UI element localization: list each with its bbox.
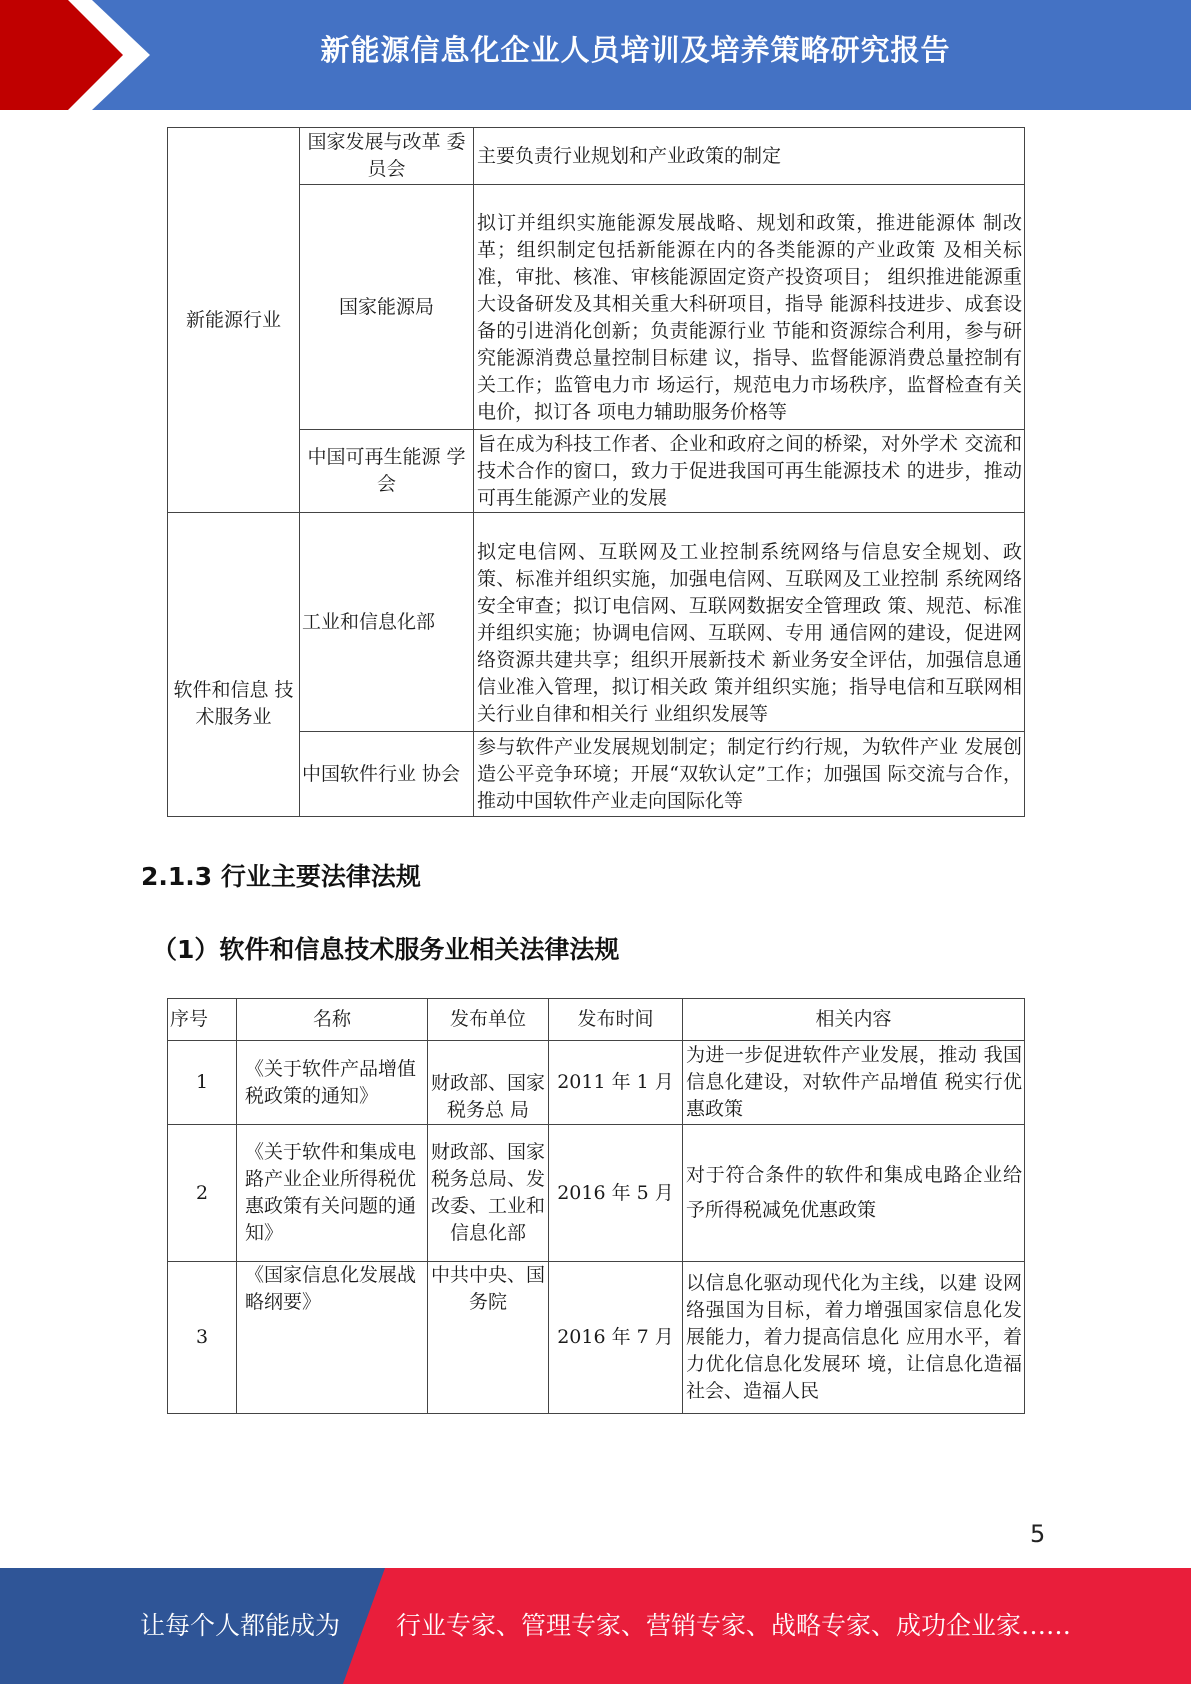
seq-cell: 3 bbox=[168, 1262, 237, 1414]
category-cell: 软件和信息 技术服务业 bbox=[168, 513, 300, 817]
header-title: 新能源信息化企业人员培训及培养策略研究报告 bbox=[320, 33, 951, 67]
regulatory-bodies-table bbox=[167, 127, 1025, 817]
department-cell: 国家能源局 bbox=[300, 185, 474, 430]
footer-slogan-right: 行业专家、管理专家、营销专家、战略专家、成功企业家…… bbox=[396, 1611, 1072, 1640]
category-cell: 新能源行业 bbox=[168, 128, 300, 513]
date-cell: 2016 年 5 月 bbox=[549, 1125, 683, 1262]
column-header-date: 发布时间 bbox=[549, 999, 683, 1041]
publisher-cell: 财政部、国家税务总 局 bbox=[428, 1041, 549, 1125]
department-cell: 国家发展与改革 委员会 bbox=[300, 128, 474, 185]
date-cell: 2011 年 1 月 bbox=[549, 1041, 683, 1125]
table-row bbox=[168, 1125, 1025, 1262]
table-row bbox=[168, 513, 1025, 732]
table-row bbox=[168, 128, 1025, 185]
column-header-name: 名称 bbox=[237, 999, 428, 1041]
table-header-row bbox=[168, 999, 1025, 1041]
description-cell: 旨在成为科技工作者、企业和政府之间的桥梁，对外学术 交流和技术合作的窗口，致力于促进我国可再生能源技术 的进步，推动可再生能源产业的发展 bbox=[474, 430, 1025, 513]
seq-cell: 1 bbox=[168, 1041, 237, 1125]
date-cell: 2016 年 7 月 bbox=[549, 1262, 683, 1414]
description-cell: 主要负责行业规划和产业政策的制定 bbox=[474, 128, 1025, 185]
table-row bbox=[168, 1041, 1025, 1125]
section-heading: 2.1.3 行业主要法律法规 bbox=[141, 862, 421, 891]
department-cell: 中国可再生能源 学会 bbox=[300, 430, 474, 513]
content-cell: 为进一步促进软件产业发展，推动 我国信息化建设，对软件产品增值 税实行优惠政策 bbox=[683, 1041, 1025, 1125]
seq-cell: 2 bbox=[168, 1125, 237, 1262]
department-cell: 工业和信息化部 bbox=[300, 513, 474, 732]
description-cell: 拟定电信网、互联网及工业控制系统网络与信息安全规划、政策、标准并组织实施，加强电信网、互联网及工业控制 系统网络安全审查；拟订电信网、互联网数据安全管理政 策、规范、标准并组织实施；协调电信网、互联网、专用 通信网的建设，促进网络资源共建共享；组织开展新技术 新业务安全评估，加强信息通信业准入管理，拟订相关政 策并组织实施；指导电信和互联网相关行业自律和相关行 业组织发展等 bbox=[474, 513, 1025, 732]
content-cell: 对于符合条件的软件和集成电路企业给予所得税减免优惠政策 bbox=[683, 1125, 1025, 1262]
subsection-heading: （1）软件和信息技术服务业相关法律法规 bbox=[152, 935, 620, 964]
department-cell: 中国软件行业 协会 bbox=[300, 732, 474, 817]
page-footer bbox=[0, 1568, 1191, 1684]
law-name-cell: 《关于软件和集成电路产业企业所得税优惠政策有关问题的通知》 bbox=[237, 1125, 428, 1262]
description-cell: 拟订并组织实施能源发展战略、规划和政策，推进能源体 制改革；组织制定包括新能源在内的各类能源的产业政策 及相关标准，审批、核准、审核能源固定资产投资项目； 组织推进能源重大设备研发及其相关重大科研项目，指导 能源科技进步、成套设备的引进消化创新；负责能源行业 节能和资源综合利用，参与研究能源消费总量控制目标建 议，指导、监督能源消费总量控制有关工作；监管电力市 场运行，规范电力市场秩序，监督检查有关电价，拟订各 项电力辅助服务价格等 bbox=[474, 185, 1025, 430]
column-header-seq: 序号 bbox=[168, 999, 237, 1041]
law-name-cell: 《国家信息化发展战略纲要》 bbox=[237, 1262, 428, 1414]
laws-table bbox=[167, 998, 1025, 1414]
column-header-content: 相关内容 bbox=[683, 999, 1025, 1041]
content-cell: 以信息化驱动现代化为主线，以建 设网络强国为目标，着力增强国家信息化发展能力，着力提高信息化 应用水平，着力优化信息化发展环 境，让信息化造福社会、造福人民 bbox=[683, 1262, 1025, 1414]
law-name-cell: 《关于软件产品增值税政策的通知》 bbox=[237, 1041, 428, 1125]
table-row bbox=[168, 1262, 1025, 1414]
page-header bbox=[0, 0, 1191, 110]
description-cell: 参与软件产业发展规划制定；制定行约行规，为软件产业 发展创造公平竞争环境；开展“双软认定”工作；加强国 际交流与合作，推动中国软件产业走向国际化等 bbox=[474, 732, 1025, 817]
footer-slogan-left: 让每个人都能成为 bbox=[140, 1611, 341, 1640]
page-number: 5 bbox=[1030, 1520, 1046, 1548]
column-header-publisher: 发布单位 bbox=[428, 999, 549, 1041]
publisher-cell: 中共中央、国务院 bbox=[428, 1262, 549, 1414]
publisher-cell: 财政部、国家税务总局、发改委、工业和信息化部 bbox=[428, 1125, 549, 1262]
